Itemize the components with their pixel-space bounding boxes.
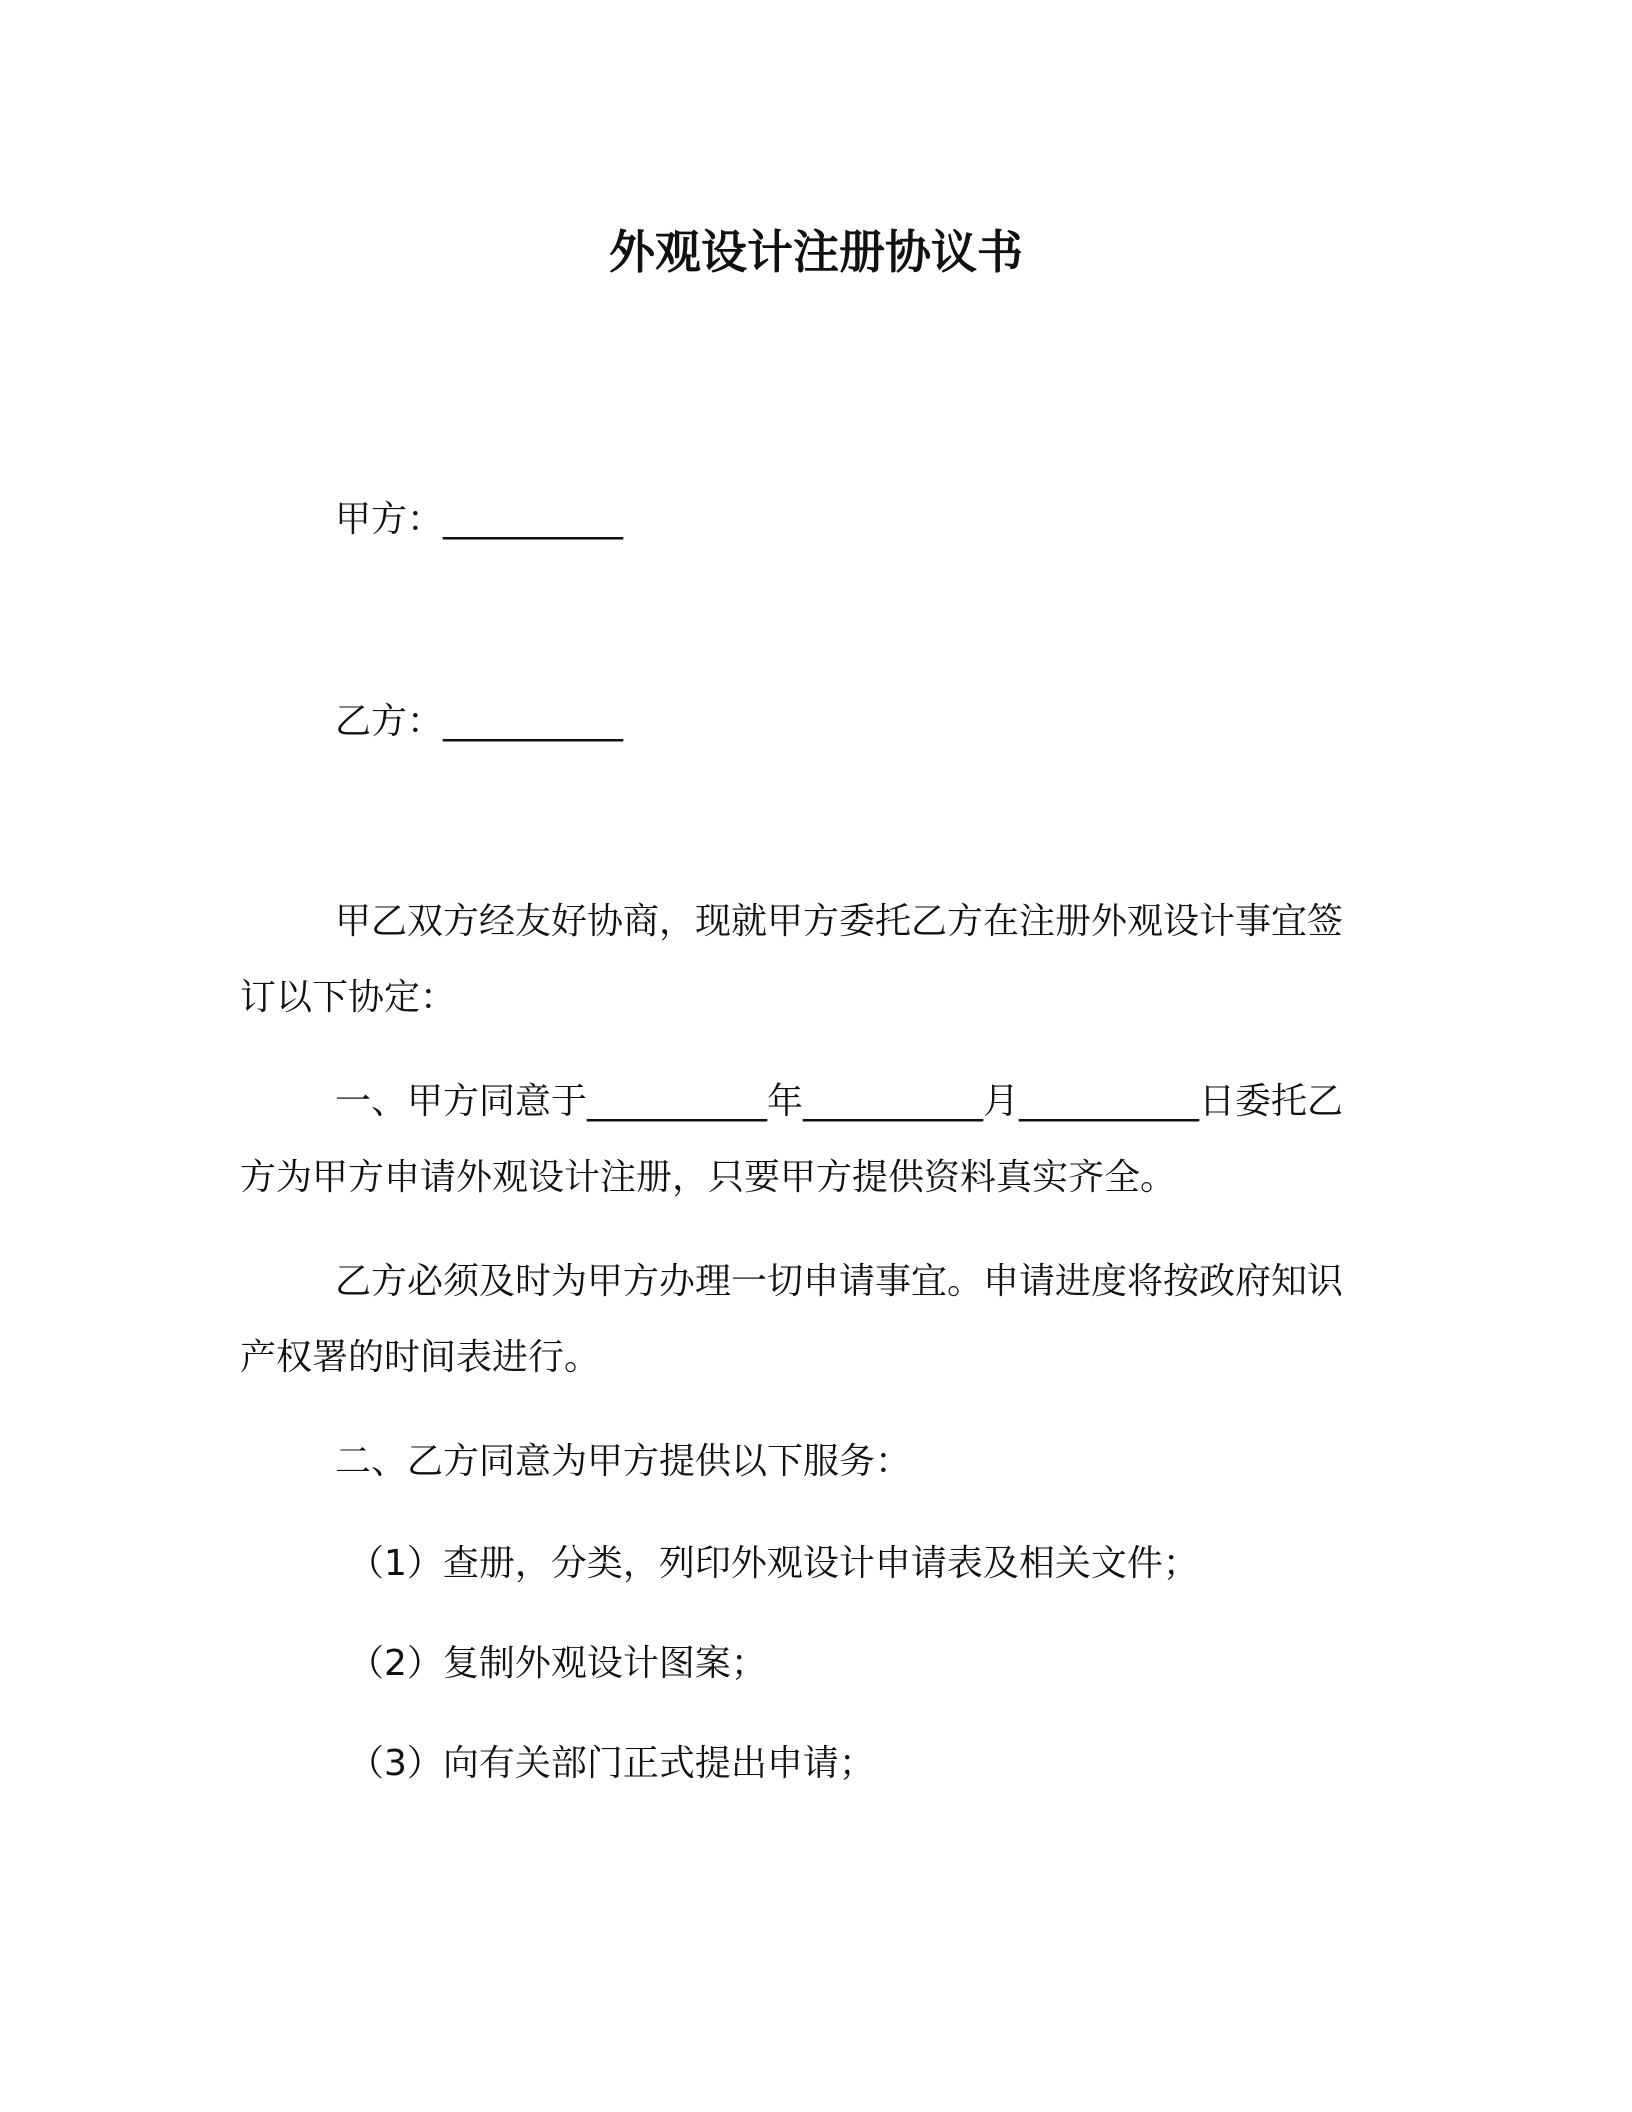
intro-paragraph-line-1: 甲乙双方经友好协商，现就甲方委托乙方在注册外观设计事宜签 <box>335 901 1344 942</box>
clause-1b-line-1: 乙方必须及时为甲方办理一切申请事宜。申请进度将按政府知识 <box>335 1261 1344 1302</box>
party-a-line: 甲方：__________ <box>335 499 624 540</box>
clause-1b-line-2: 产权署的时间表进行。 <box>240 1337 601 1378</box>
clause-2-heading: 二、乙方同意为甲方提供以下服务： <box>335 1441 912 1482</box>
clause-1-line-1: 一、甲方同意于__________年__________月__________日委托乙 <box>335 1081 1344 1122</box>
document-title: 外观设计注册协议书 <box>609 225 1023 279</box>
intro-paragraph-line-2: 订以下协定： <box>240 977 457 1018</box>
party-b-line: 乙方：__________ <box>335 701 624 742</box>
service-item: （3）向有关部门正式提出申请； <box>348 1743 875 1784</box>
clause-1-line-2: 方为甲方申请外观设计注册，只要甲方提供资料真实齐全。 <box>240 1157 1177 1198</box>
service-item: （2）复制外观设计图案； <box>348 1643 767 1684</box>
service-item: （1）查册，分类，列印外观设计申请表及相关文件； <box>348 1543 1199 1584</box>
